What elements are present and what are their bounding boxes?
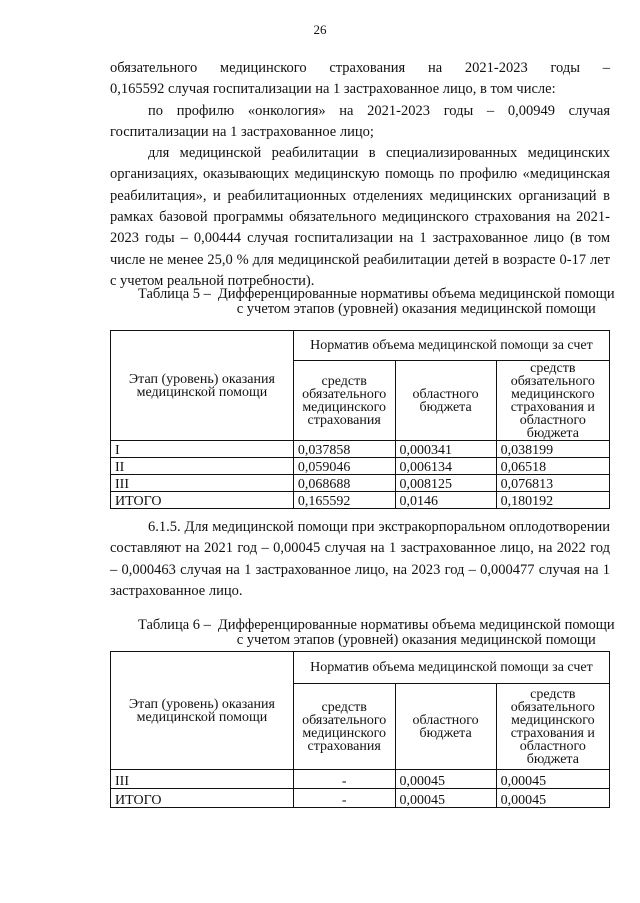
table6-caption-label: Таблица 6 – bbox=[138, 617, 215, 633]
table5-header-main: Норматив объема медицинской помощи за счет bbox=[293, 331, 609, 361]
table5-caption-text: Дифференцированные нормативы объема медицинской помощи с учетом этапов (уровней) оказания медицинской помощи bbox=[217, 286, 615, 317]
table6-header-main: Норматив объема медицинской помощи за счет bbox=[293, 652, 609, 684]
table5-oms: 0,165592 bbox=[293, 492, 395, 509]
table5-header-oms: средств обязательного медицинского страхования bbox=[293, 361, 395, 441]
table5-stage: II bbox=[111, 458, 294, 475]
table5-caption bbox=[138, 287, 618, 317]
table5-oms: 0,037858 bbox=[293, 441, 395, 458]
table5-row bbox=[111, 492, 610, 509]
table6-oms: - bbox=[293, 789, 395, 808]
table5-caption-label: Таблица 5 – bbox=[138, 286, 215, 302]
table6-stage: III bbox=[111, 770, 294, 789]
table6-header-both: средств обязательного медицинского страхования и областного бюджета bbox=[496, 684, 609, 770]
table5-budget: 0,006134 bbox=[395, 458, 496, 475]
table6-header-oms: средств обязательного медицинского страхования bbox=[293, 684, 395, 770]
table5-stage: I bbox=[111, 441, 294, 458]
table5-header-both: средств обязательного медицинского страхования и областного бюджета bbox=[496, 361, 609, 441]
table6-row bbox=[111, 789, 610, 808]
table5-stage: III bbox=[111, 475, 294, 492]
table6-oms: - bbox=[293, 770, 395, 789]
table6-caption bbox=[138, 618, 618, 648]
table5-header-budget: областного бюджета bbox=[395, 361, 496, 441]
table5-stage: ИТОГО bbox=[111, 492, 294, 509]
table6-budget: 0,00045 bbox=[395, 770, 496, 789]
paragraph-oncology: по профилю «онкология» на 2021-2023 годы – 0,00949 случая госпитализации на 1 застрахованное лицо; bbox=[110, 102, 610, 140]
table6-both: 0,00045 bbox=[496, 789, 609, 808]
table5-oms: 0,059046 bbox=[293, 458, 395, 475]
table5-both: 0,038199 bbox=[496, 441, 609, 458]
table5-budget: 0,008125 bbox=[395, 475, 496, 492]
table5-row bbox=[111, 475, 610, 492]
table5-both: 0,06518 bbox=[496, 458, 609, 475]
table5-row bbox=[111, 458, 610, 475]
table6-stage: ИТОГО bbox=[111, 789, 294, 808]
paragraph-615-block bbox=[110, 517, 610, 602]
paragraph-line-1: обязательного медицинского страхования на 2021-2023 годы – bbox=[110, 60, 610, 76]
table6-row bbox=[111, 770, 610, 789]
table6-caption-text: Дифференцированные нормативы объема медицинской помощи с учетом этапов (уровней) оказания медицинской помощи bbox=[217, 617, 615, 648]
table5 bbox=[110, 330, 610, 509]
table6-budget: 0,00045 bbox=[395, 789, 496, 808]
table6-header-stage: Этап (уровень) оказания медицинской помощи bbox=[111, 652, 294, 770]
table6 bbox=[110, 651, 610, 808]
paragraph-615: 6.1.5. Для медицинской помощи при экстракорпоральном оплодотворении составляют на 2021 год – 0,00045 случая на 1 застрахованное лицо, на 2022 год – 0,000463 случая на 1 застрахованное лицо, на 2023 год – 0,000477 случая на 1 застрахованное лицо. bbox=[110, 519, 610, 599]
paragraph-line-2: 0,165592 случая госпитализации на 1 застрахованное лицо, в том числе: bbox=[110, 81, 556, 98]
table5-oms: 0,068688 bbox=[293, 475, 395, 492]
table6-header-budget: областного бюджета bbox=[395, 684, 496, 770]
table5-budget: 0,000341 bbox=[395, 441, 496, 458]
table5-both: 0,180192 bbox=[496, 492, 609, 509]
table5-both: 0,076813 bbox=[496, 475, 609, 492]
page-number: 26 bbox=[313, 22, 327, 37]
table5-header-stage: Этап (уровень) оказания медицинской помощи bbox=[111, 331, 294, 441]
paragraph-rehabilitation: для медицинской реабилитации в специализированных медицинских организациях, оказывающих медицинскую помощь по профилю «медицинская реабилитация», и реабилитационных отделениях медицинских организаций в рамках базовой программы обязательного медицинского страхования на 2021-2023 годы – 0,00444 случая госпитализации на 1 застрахованное лицо (в том числе не менее 25,0 % для медицинской реабилитации детей в возрасте 0-17 лет с учетом реальной потребности). bbox=[110, 145, 610, 289]
table5-budget: 0,0146 bbox=[395, 492, 496, 509]
table6-both: 0,00045 bbox=[496, 770, 609, 789]
intro-text bbox=[110, 58, 610, 292]
table5-row bbox=[111, 441, 610, 458]
